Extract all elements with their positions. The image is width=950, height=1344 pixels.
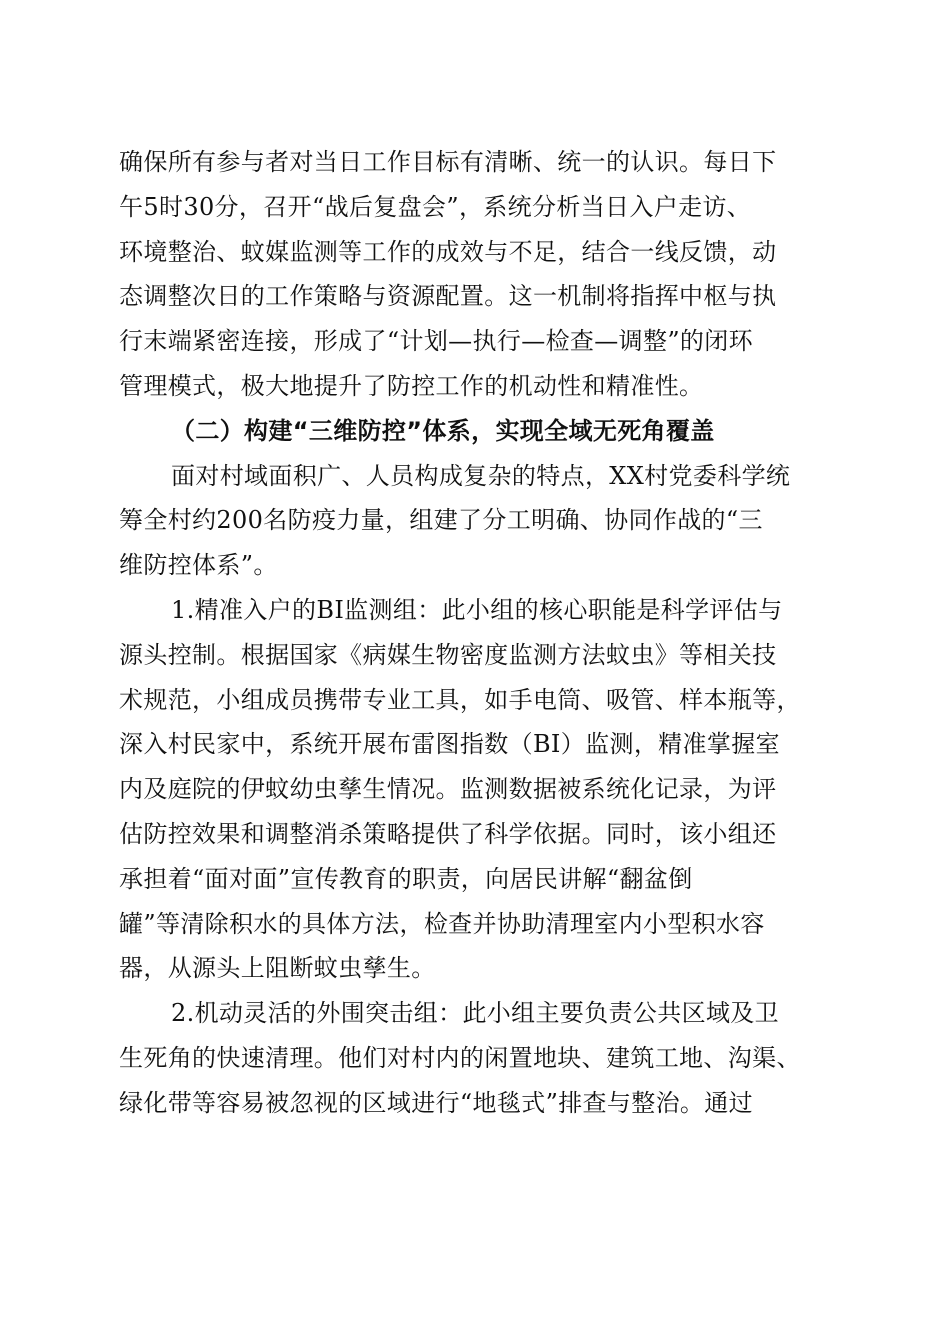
paragraph-line: 2.机动灵活的外围突击组：此小组主要负责公共区域及卫 (171, 999, 779, 1028)
paragraph-line: 维防控体系”。 (119, 551, 278, 580)
section-heading: （二）构建“三维防控”体系，实现全域无死角覆盖 (171, 416, 715, 445)
paragraph-line: 1.精准入户的BI监测组：此小组的核心职能是科学评估与 (171, 595, 783, 624)
paragraph-line: 估防控效果和调整消杀策略提供了科学依据。同时，该小组还 (119, 819, 777, 848)
paragraph-line: 绿化带等容易被忽视的区域进行“地毯式”排查与整治。通过 (119, 1088, 753, 1117)
paragraph-line: 确保所有参与者对当日工作目标有清晰、统一的认识。每日下 (119, 148, 777, 176)
paragraph-line: 源头控制。根据国家《病媒生物密度监测方法蚊虫》等相关技 (119, 640, 777, 669)
paragraph-line: 生死角的快速清理。他们对村内的闲置地块、建筑工地、沟渠、 (119, 1043, 801, 1072)
paragraph-line: 术规范，小组成员携带专业工具，如手电筒、吸管、样本瓶等， (119, 685, 801, 714)
paragraph-line: 环境整治、蚊媒监测等工作的成效与不足，结合一线反馈，动 (119, 237, 777, 266)
paragraph-line: 面对村域面积广、人员构成复杂的特点，XX村党委科学统 (171, 461, 791, 490)
paragraph-line: 承担着“面对面”宣传教育的职责，向居民讲解“翻盆倒 (119, 864, 693, 893)
paragraph-line: 内及庭院的伊蚊幼虫孳生情况。监测数据被系统化记录，为评 (119, 775, 777, 804)
paragraph-line: 深入村民家中，系统开展布雷图指数（BI）监测，精准掌握室 (119, 730, 780, 759)
document-body (119, 140, 831, 1126)
paragraph-line: 行末端紧密连接，形成了“计划—执行—检查—调整”的闭环 (119, 327, 753, 356)
paragraph-line: 管理模式，极大地提升了防控工作的机动性和精准性。 (119, 371, 704, 400)
paragraph-line: 罐”等清除积水的具体方法，检查并协助清理室内小型积水容 (119, 909, 765, 938)
paragraph-line: 筹全村约200名防疫力量，组建了分工明确、协同作战的“三 (119, 506, 763, 535)
paragraph-line: 态调整次日的工作策略与资源配置。这一机制将指挥中枢与执 (119, 282, 777, 311)
paragraph-line: 午5时30分，召开“战后复盘会”，系统分析当日入户走访、 (119, 192, 752, 221)
paragraph-line: 器，从源头上阻断蚊虫孳生。 (119, 954, 436, 983)
